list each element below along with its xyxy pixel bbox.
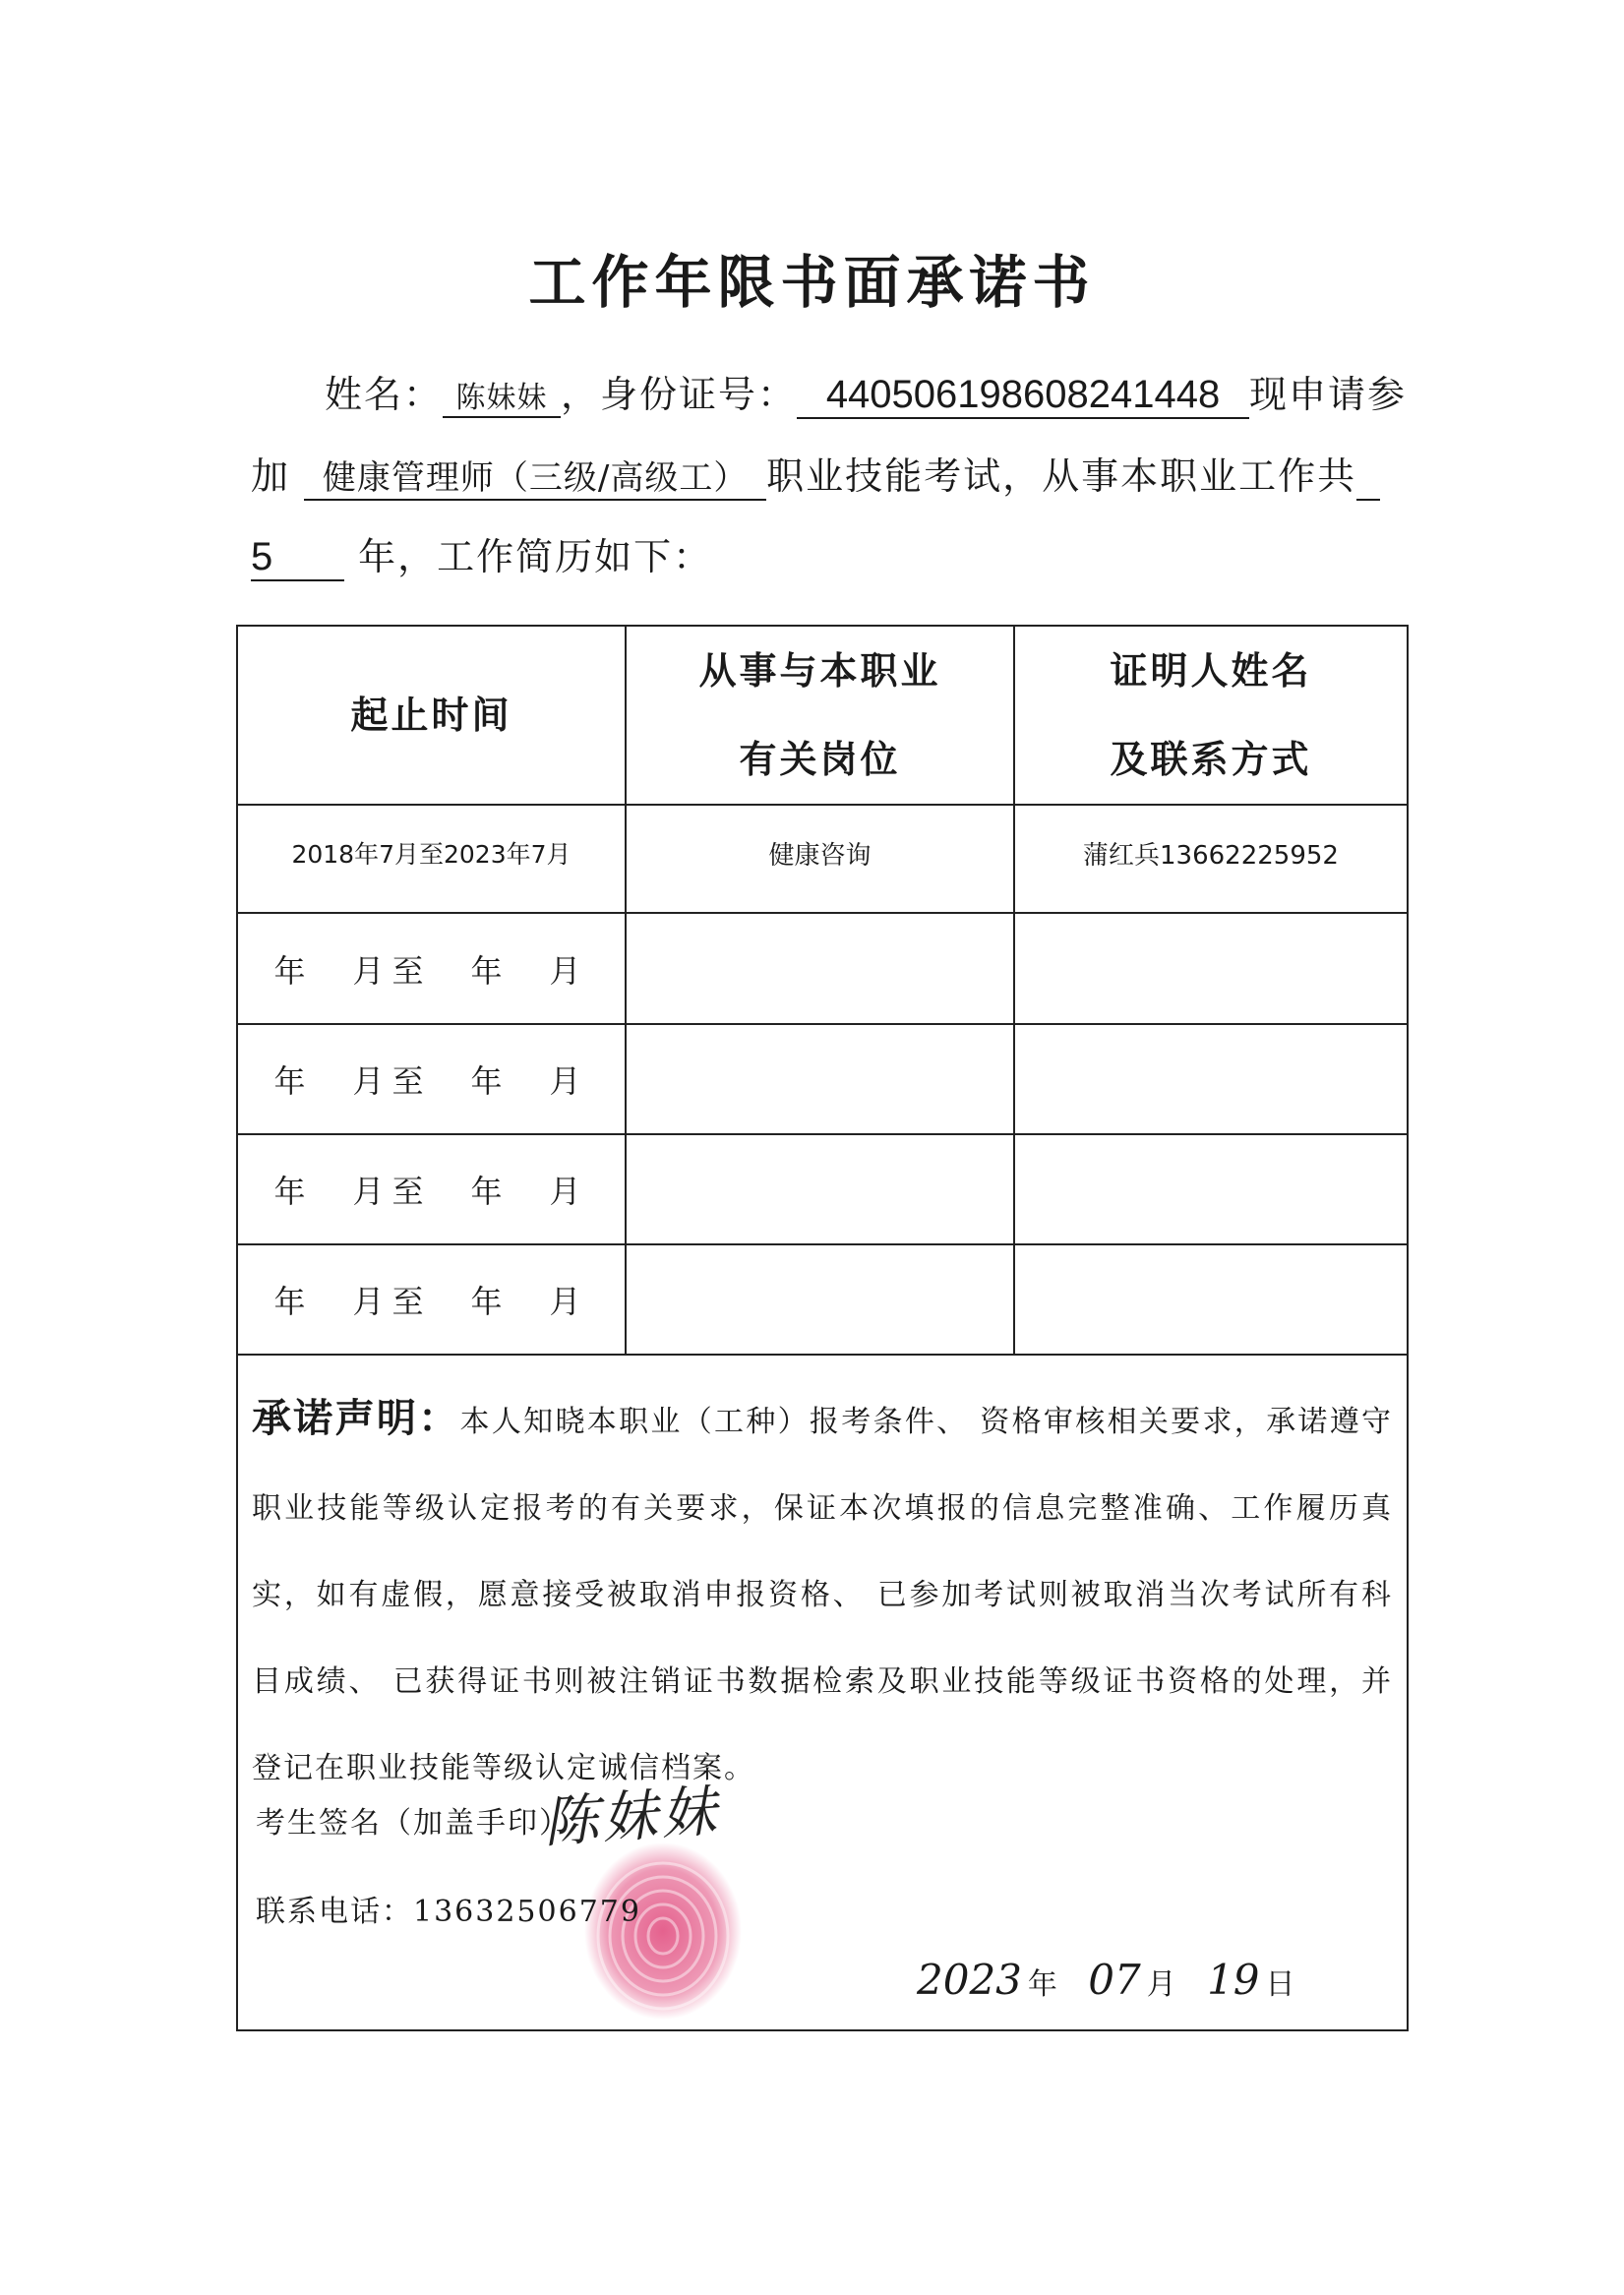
row5-witness xyxy=(1014,1244,1408,1355)
intro-line-3 xyxy=(251,526,712,581)
intro-text-1: 现申请参 xyxy=(1249,373,1408,416)
row1-witness: 蒲红兵13662225952 xyxy=(1014,805,1408,913)
occupation-field: 健康管理师（三级/高级工） xyxy=(304,451,766,501)
header-position-line1: 从事与本职业 xyxy=(698,649,941,693)
row2-witness xyxy=(1014,913,1408,1024)
table-row xyxy=(237,1134,1408,1244)
row5-period: 年 月至 年 月 xyxy=(237,1244,626,1355)
date-month-unit: 月 xyxy=(1146,1967,1176,2002)
declaration-cell xyxy=(237,1355,1408,2030)
row2-period: 年 月至 年 月 xyxy=(237,913,626,1024)
id-label: ，身份证号： xyxy=(561,373,798,416)
header-witness xyxy=(1014,626,1408,805)
header-witness-line1: 证明人姓名 xyxy=(1110,649,1312,693)
header-position-line2: 有关岗位 xyxy=(739,738,901,781)
row5-position xyxy=(626,1244,1014,1355)
intro-text-4: 年，工作简历如下： xyxy=(358,535,713,578)
intro-text-2: 加 xyxy=(251,454,291,498)
trailing-blank xyxy=(1356,456,1380,501)
intro-line-1 xyxy=(325,364,1407,419)
date-day: 19 xyxy=(1207,1956,1260,2004)
table-row xyxy=(237,913,1408,1024)
table-row xyxy=(237,1024,1408,1134)
date-month: 07 xyxy=(1088,1956,1141,2004)
fingerprint-icon xyxy=(577,1838,750,2024)
id-number-field: 440506198608241448 xyxy=(797,373,1249,419)
work-history-table xyxy=(236,625,1409,2031)
date-day-unit: 日 xyxy=(1265,1967,1295,2002)
declaration-text xyxy=(252,1375,1393,1812)
table-row xyxy=(237,805,1408,913)
phone-number: 13632506779 xyxy=(413,1895,641,1929)
row1-period: 2018年7月至2023年7月 xyxy=(237,805,626,913)
header-position xyxy=(626,626,1014,805)
declaration-body: 本人知晓本职业（工种）报考条件、 资格审核相关要求，承诺遵守职业技能等级认定报考的有关要求，保证本次填报的信息完整准确、工作履历真实，如有虚假，愿意接受被取消申报资格、 已参加考试则被取消当次考试所有科目成绩、 已获得证书则被注销证书数据检索及职业技能等级证书资格的处理，并登记在职业技能等级认定诚信档案。 xyxy=(252,1405,1393,1785)
row4-period: 年 月至 年 月 xyxy=(237,1134,626,1244)
header-period: 起止时间 xyxy=(237,626,626,805)
row3-period: 年 月至 年 月 xyxy=(237,1024,626,1134)
intro-line-2 xyxy=(251,446,1380,501)
header-witness-line2: 及联系方式 xyxy=(1110,738,1312,781)
row4-position xyxy=(626,1134,1014,1244)
row3-position xyxy=(626,1024,1014,1134)
years-field: 5 xyxy=(251,535,344,581)
candidate-signature: 陈妹妹 xyxy=(541,1779,723,1856)
date-year: 2023 xyxy=(917,1956,1022,2004)
row3-witness xyxy=(1014,1024,1408,1134)
document-title: 工作年限书面承诺书 xyxy=(528,249,1096,316)
phone-line xyxy=(256,1887,641,1930)
table-header-row xyxy=(237,626,1408,805)
declaration-heading: 承诺声明： xyxy=(252,1396,460,1441)
row1-position: 健康咨询 xyxy=(626,805,1014,913)
name-label: 姓名： xyxy=(325,373,444,416)
phone-label: 联系电话： xyxy=(256,1895,413,1929)
signature-label: 考生签名（加盖手印） xyxy=(256,1806,571,1841)
date-year-unit: 年 xyxy=(1027,1967,1057,2002)
signing-date xyxy=(917,1956,1313,2004)
row2-position xyxy=(626,913,1014,1024)
intro-text-3: 职业技能考试，从事本职业工作共 xyxy=(766,454,1357,498)
declaration-row xyxy=(237,1355,1408,2030)
name-field: 陈妹妹 xyxy=(443,373,561,418)
table-row xyxy=(237,1244,1408,1355)
row4-witness xyxy=(1014,1134,1408,1244)
